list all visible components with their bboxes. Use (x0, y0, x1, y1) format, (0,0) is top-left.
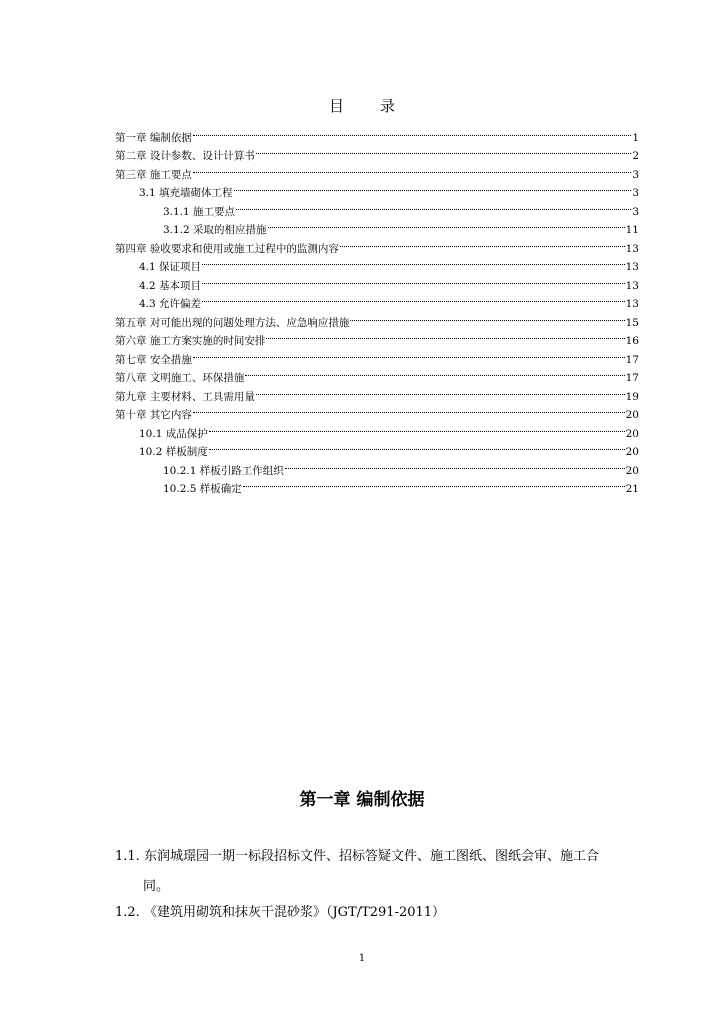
table-of-contents (115, 122, 639, 495)
toc-entry-label: 3.1 填充墙砌体工程 (139, 187, 233, 199)
toc-entry-page: 17 (625, 372, 639, 384)
toc-entry[interactable] (115, 122, 639, 144)
toc-leader-dots (193, 122, 631, 141)
toc-leader-dots (236, 196, 631, 215)
toc-entry-page: 11 (625, 224, 639, 236)
toc-leader-dots (202, 252, 625, 271)
toc-leader-dots (245, 363, 624, 382)
toc-leader-dots (243, 474, 625, 493)
toc-entry-label: 第十章 其它内容 (115, 409, 192, 421)
toc-entry-page: 16 (625, 335, 639, 347)
toc-leader-dots (209, 437, 625, 456)
basis-item-1 (115, 842, 645, 902)
toc-leader-dots (285, 455, 625, 474)
basis-item-2 (115, 898, 645, 928)
toc-entry-label: 10.2 样板制度 (139, 446, 208, 458)
toc-leader-dots (266, 326, 624, 345)
toc-leader-dots (193, 159, 631, 178)
toc-entry-label: 第九章 主要材料、工具需用量 (115, 390, 255, 403)
toc-entry[interactable] (115, 141, 639, 160)
toc-entry[interactable] (115, 344, 639, 366)
toc-entry-page: 21 (625, 483, 639, 495)
toc-title: 目录 (328, 97, 431, 115)
toc-leader-dots (256, 381, 625, 400)
toc-entry-page: 13 (625, 298, 639, 310)
toc-leader-dots (268, 215, 625, 234)
toc-entry-label: 4.2 基本项目 (139, 279, 202, 292)
toc-entry-label: 第四章 验收要求和使用或施工过程中的监测内容 (115, 242, 339, 255)
toc-leader-dots (193, 344, 625, 363)
toc-entry-label: 10.2.5 样板确定 (163, 483, 242, 495)
toc-entry-page: 19 (625, 390, 639, 403)
basis-item-2-line1: 1.2. 《建筑用砌筑和抹灰干混砂浆》（JGT/T291-2011） (115, 905, 446, 920)
basis-item-1-line1: 1.1. 东润城璟园一期一标段招标文件、招标答疑文件、施工图纸、图纸会审、施工合 (115, 849, 599, 864)
toc-entry-label: 4.1 保证项目 (139, 261, 202, 273)
toc-entry-page: 13 (625, 242, 639, 255)
toc-entry-page: 20 (625, 446, 639, 458)
toc-entry[interactable] (115, 400, 639, 419)
toc-leader-dots (193, 400, 625, 419)
toc-entry-page: 3 (632, 187, 639, 199)
toc-entry[interactable] (115, 418, 639, 440)
toc-entry-label: 第二章 设计参数、设计计算书 (115, 150, 255, 162)
toc-entry-label: 3.1.1 施工要点 (163, 205, 236, 218)
toc-entry-label: 10.2.1 样板引路工作组织 (163, 464, 284, 477)
toc-entry-label: 4.3 允许偏差 (139, 298, 202, 310)
toc-entry-page: 17 (625, 353, 639, 366)
toc-entry[interactable] (115, 178, 639, 197)
toc-entry-label: 第七章 安全措施 (115, 353, 192, 366)
chapter-title: 第一章 编制依据 (299, 790, 425, 810)
basis-item-1-line2: 同。 (143, 879, 170, 894)
toc-leader-dots (202, 289, 625, 308)
toc-entry-page: 3 (632, 168, 639, 181)
toc-entry-page: 13 (625, 279, 639, 292)
page-number: 1 (358, 953, 366, 964)
toc-leader-dots (209, 418, 625, 437)
toc-entry-label: 第五章 对可能出现的问题处理方法、应急响应措施 (115, 316, 350, 329)
toc-entry-page: 2 (632, 150, 639, 162)
toc-entry-page: 3 (632, 205, 639, 218)
toc-leader-dots (234, 178, 632, 197)
toc-entry-page: 13 (625, 261, 639, 273)
toc-entry-label: 第六章 施工方案实施的时间安排 (115, 335, 266, 347)
toc-entry-label: 第三章 施工要点 (115, 168, 192, 181)
toc-entry-label: 第八章 文明施工、环保措施 (115, 372, 245, 384)
toc-entry-page: 20 (625, 464, 639, 477)
toc-entry-label: 第一章 编制依据 (115, 131, 192, 144)
toc-entry-page: 20 (625, 427, 639, 440)
toc-leader-dots (256, 141, 631, 160)
toc-entry[interactable] (115, 159, 639, 181)
toc-leader-dots (340, 233, 625, 252)
toc-entry[interactable] (115, 363, 639, 382)
toc-entry-page: 15 (625, 316, 639, 329)
toc-entry-page: 1 (632, 131, 639, 144)
toc-entry-page: 20 (625, 409, 639, 421)
toc-entry-label: 3.1.2 采取的相应措施 (163, 224, 267, 236)
toc-entry-label: 10.1 成品保护 (139, 427, 208, 440)
toc-leader-dots (202, 270, 625, 289)
toc-leader-dots (350, 307, 624, 326)
